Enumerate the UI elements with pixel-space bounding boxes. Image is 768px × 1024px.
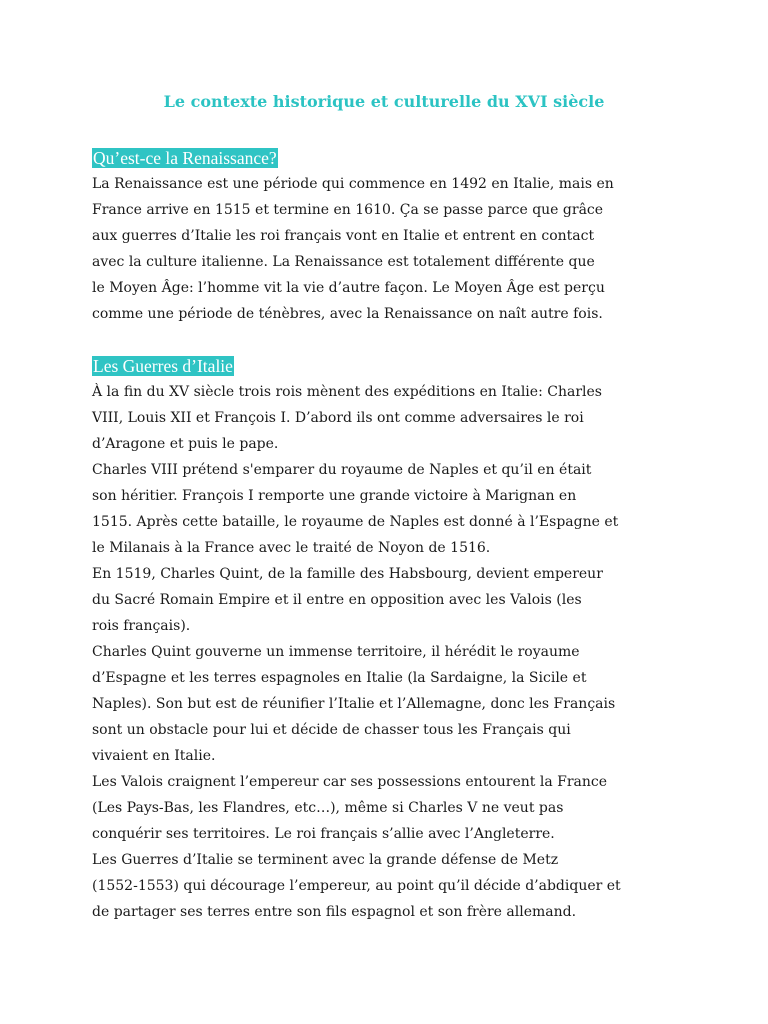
- text-line: VIII, Louis XII et François I. D’abord ils ont comme adversaires le roi: [92, 410, 584, 426]
- section-body-renaissance: [92, 171, 692, 327]
- text-line: aux guerres d’Italie les roi français vont en Italie et entrent en contact: [92, 228, 595, 244]
- text-line: avec la culture italienne. La Renaissance est totalement différente que: [92, 254, 595, 270]
- text-line: le Moyen Âge: l’homme vit la vie d’autre façon. Le Moyen Âge est perçu: [92, 280, 605, 296]
- text-line: de partager ses terres entre son fils espagnol et son frère allemand.: [92, 904, 577, 920]
- text-line: À la fin du XV siècle trois rois mènent des expéditions en Italie: Charles: [92, 384, 602, 400]
- text-line: Charles VIII prétend s'emparer du royaume de Naples et qu’il en était: [92, 462, 592, 478]
- text-line: son héritier. François I remporte une grande victoire à Marignan en: [92, 488, 577, 504]
- text-line: d’Espagne et les terres espagnoles en Italie (la Sardaigne, la Sicile et: [92, 670, 587, 686]
- heading-highlight: Les Guerres d’Italie: [93, 356, 233, 376]
- text-line: (Les Pays-Bas, les Flandres, etc…), même si Charles V ne veut pas: [92, 800, 564, 816]
- text-line: Les Valois craignent l’empereur car ses possessions entourent la France: [92, 774, 608, 790]
- text-line: sont un obstacle pour lui et décide de chasser tous les Français qui: [92, 722, 571, 738]
- text-line: Les Guerres d’Italie se terminent avec la grande défense de Metz: [92, 852, 559, 868]
- text-line: France arrive en 1515 et termine en 1610. Ça se passe parce que grâce: [92, 202, 604, 218]
- text-line: comme une période de ténèbres, avec la Renaissance on naît autre fois.: [92, 306, 603, 322]
- text-line: En 1519, Charles Quint, de la famille des Habsbourg, devient empereur: [92, 566, 603, 582]
- text-line: Naples). Son but est de réunifier l’Italie et l’Allemagne, donc les Français: [92, 696, 616, 712]
- text-line: conquérir ses territoires. Le roi français s’allie avec l’Angleterre.: [92, 826, 555, 842]
- document-title: Le contexte historique et culturelle du XVI siècle: [163, 92, 605, 111]
- text-line: (1552-1553) qui décourage l’empereur, au point qu’il décide d’abdiquer et: [92, 878, 621, 894]
- text-line: rois français).: [92, 618, 191, 634]
- section-heading-renaissance: [92, 146, 278, 170]
- text-line: du Sacré Romain Empire et il entre en opposition avec les Valois (les: [92, 592, 582, 608]
- section-heading-guerres: [92, 354, 234, 378]
- text-line: La Renaissance est une période qui commence en 1492 en Italie, mais en: [92, 176, 614, 192]
- text-line: le Milanais à la France avec le traité de Noyon de 1516.: [92, 540, 491, 556]
- heading-highlight: Qu’est-ce la Renaissance?: [93, 148, 277, 168]
- text-line: Charles Quint gouverne un immense territoire, il hérédit le royaume: [92, 644, 580, 660]
- text-line: vivaient en Italie.: [92, 748, 216, 764]
- text-line: 1515. Après cette bataille, le royaume de Naples est donné à l’Espagne et: [92, 514, 619, 530]
- section-body-guerres: [92, 379, 692, 925]
- text-line: d’Aragone et puis le pape.: [92, 436, 279, 452]
